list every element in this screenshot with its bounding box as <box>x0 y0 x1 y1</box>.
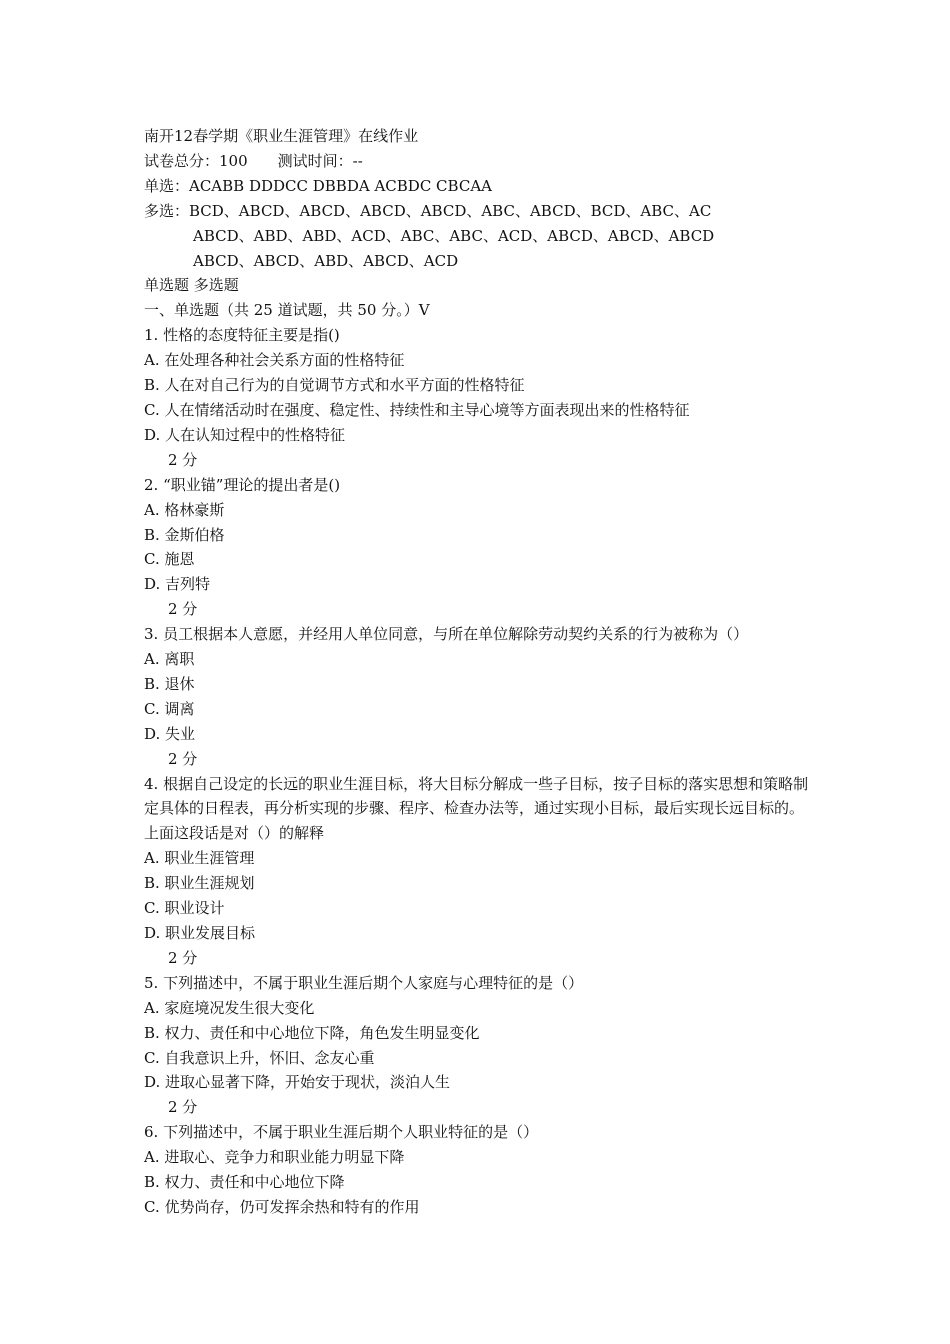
option-a: A. 进取心、竞争力和职业能力明显下降 <box>144 1148 405 1167</box>
option-c: C. 调离 <box>144 699 195 718</box>
test-time: 测试时间：-- <box>277 151 363 170</box>
question <box>144 772 814 971</box>
question-stem: 4. 根据自己设定的长远的职业生涯目标，将大目标分解成一些子目标，按子目标的落实思想和策略制定具体的日程表，再分析实现的步骤、程序、检查办法等，通过实现小目标，最后实现长远目标的。上面这段话是对（）的解释 <box>144 774 809 843</box>
multi-choice-answers-3: ABCD、ABCD、ABD、ABCD、ACD <box>193 251 459 270</box>
question-stem: 1. 性格的态度特征主要是指() <box>144 326 340 345</box>
total-score: 试卷总分：100 <box>144 151 248 170</box>
question-stem: 5. 下列描述中，不属于职业生涯后期个人家庭与心理特征的是（） <box>144 973 584 992</box>
question-score: 2 分 <box>168 948 198 967</box>
question <box>144 622 814 771</box>
option-b: B. 退休 <box>144 674 195 693</box>
score-time-line <box>144 149 814 174</box>
document-title: 南开12春学期《职业生涯管理》在线作业 <box>144 127 419 145</box>
question-score: 2 分 <box>168 749 198 768</box>
option-d: D. 进取心显著下降，开始安于现状，淡泊人生 <box>144 1073 451 1092</box>
option-a: A. 家庭境况发生很大变化 <box>144 998 315 1017</box>
question-type-tabs: 单选题 多选题 <box>144 276 239 295</box>
question-stem: 2. “职业锚”理论的提出者是() <box>144 475 341 494</box>
option-d: D. 人在认知过程中的性格特征 <box>144 425 346 444</box>
option-b: B. 职业生涯规划 <box>144 874 255 893</box>
option-c: C. 职业设计 <box>144 899 225 918</box>
question-stem: 6. 下列描述中，不属于职业生涯后期个人职业特征的是（） <box>144 1123 539 1142</box>
question <box>144 323 814 472</box>
option-c: C. 施恩 <box>144 550 195 569</box>
option-d: D. 吉列特 <box>144 575 211 594</box>
option-d: D. 职业发展目标 <box>144 924 256 942</box>
option-a: A. 格林豪斯 <box>144 500 225 519</box>
option-b: B. 人在对自己行为的自觉调节方式和水平方面的性格特征 <box>144 376 525 395</box>
single-choice-answers: 单选：ACABB DDDCC DBBDA ACBDC CBCAA <box>144 176 492 195</box>
option-a: A. 职业生涯管理 <box>144 849 255 868</box>
multi-choice-answers-1: 多选：BCD、ABCD、ABCD、ABCD、ABCD、ABC、ABCD、BCD、ABC、AC <box>144 201 712 220</box>
option-a: A. 离职 <box>144 650 195 669</box>
option-b: B. 权力、责任和中心地位下降 <box>144 1173 345 1192</box>
question-score: 2 分 <box>168 1098 198 1117</box>
option-a: A. 在处理各种社会关系方面的性格特征 <box>144 351 405 370</box>
question <box>144 473 814 622</box>
option-d: D. 失业 <box>144 724 196 743</box>
question-score: 2 分 <box>168 450 198 469</box>
option-c: C. 优势尚存，仍可发挥余热和特有的作用 <box>144 1197 420 1216</box>
option-b: B. 金斯伯格 <box>144 525 225 544</box>
document-body <box>144 124 814 1220</box>
question-score: 2 分 <box>168 600 198 619</box>
question-stem: 3. 员工根据本人意愿，并经用人单位同意，与所在单位解除劳动契约关系的行为被称为（） <box>144 625 749 644</box>
option-b: B. 权力、责任和中心地位下降，角色发生明显变化 <box>144 1023 480 1042</box>
question <box>144 1120 814 1220</box>
section-heading: 一、单选题（共 25 道试题，共 50 分。）V <box>144 301 430 320</box>
multi-choice-answers-2: ABCD、ABD、ABD、ACD、ABC、ABC、ACD、ABCD、ABCD、ABCD <box>193 226 715 245</box>
option-c: C. 自我意识上升，怀旧、念友心重 <box>144 1048 375 1067</box>
question <box>144 971 814 1120</box>
option-c: C. 人在情绪活动时在强度、稳定性、持续性和主导心境等方面表现出来的性格特征 <box>144 400 690 419</box>
